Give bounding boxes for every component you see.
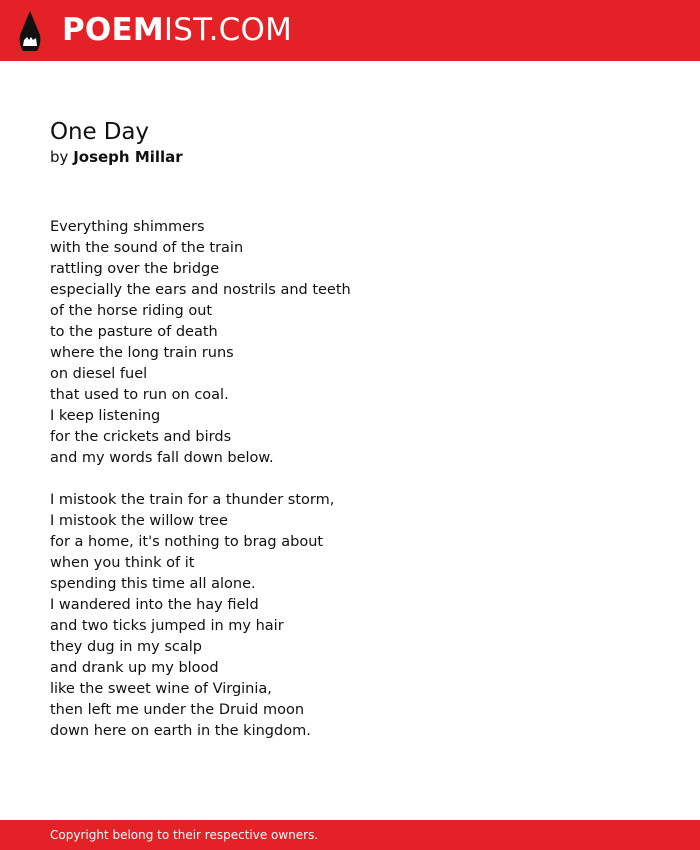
poem-line: and my words fall down below. xyxy=(50,450,274,466)
byline xyxy=(50,147,650,167)
poem-body xyxy=(50,217,650,742)
poem-line: with the sound of the train xyxy=(50,240,244,256)
poem-line: where the long train runs xyxy=(50,345,234,361)
poem-line: I mistook the train for a thunder storm, xyxy=(50,492,335,508)
poem-line: Everything shimmers xyxy=(50,219,205,235)
copyright-notice: Copyright belong to their respective owners. xyxy=(50,828,319,842)
poem-page xyxy=(50,116,650,763)
logo-brand-light[interactable]: IST.COM xyxy=(163,12,293,48)
poem-line: like the sweet wine of Virginia, xyxy=(50,681,272,697)
site-logo[interactable] xyxy=(62,12,292,48)
poem-line: and drank up my blood xyxy=(50,660,219,676)
poem-line: they dug in my scalp xyxy=(50,639,202,655)
poem-line: for a home, it's nothing to brag about xyxy=(50,534,324,550)
poem-line: rattling over the bridge xyxy=(50,261,220,277)
poem-line: especially the ears and nostrils and teeth xyxy=(50,282,351,298)
site-footer xyxy=(0,820,700,850)
poem-line: on diesel fuel xyxy=(50,366,148,382)
pencil-logo-icon[interactable] xyxy=(18,10,42,52)
poem-line: of the horse riding out xyxy=(50,303,213,319)
site-header xyxy=(0,0,700,61)
stanza-1 xyxy=(50,217,650,469)
poem-line: down here on earth in the kingdom. xyxy=(50,723,311,739)
poem-line: that used to run on coal. xyxy=(50,387,229,403)
poem-line: for the crickets and birds xyxy=(50,429,232,445)
poem-line: I mistook the willow tree xyxy=(50,513,228,529)
poem-line: then left me under the Druid moon xyxy=(50,702,305,718)
poem-author: Joseph Millar xyxy=(73,148,183,166)
poem-line: spending this time all alone. xyxy=(50,576,256,592)
poem-line: and two ticks jumped in my hair xyxy=(50,618,284,634)
poem-line: when you think of it xyxy=(50,555,195,571)
poem-line: I keep listening xyxy=(50,408,161,424)
poem-title: One Day xyxy=(50,119,149,145)
stanza-2 xyxy=(50,490,650,742)
logo-brand-bold[interactable]: POEM xyxy=(62,12,164,48)
byline-prefix: by xyxy=(50,148,69,166)
poem-line: I wandered into the hay field xyxy=(50,597,259,613)
poem-line: to the pasture of death xyxy=(50,324,218,340)
